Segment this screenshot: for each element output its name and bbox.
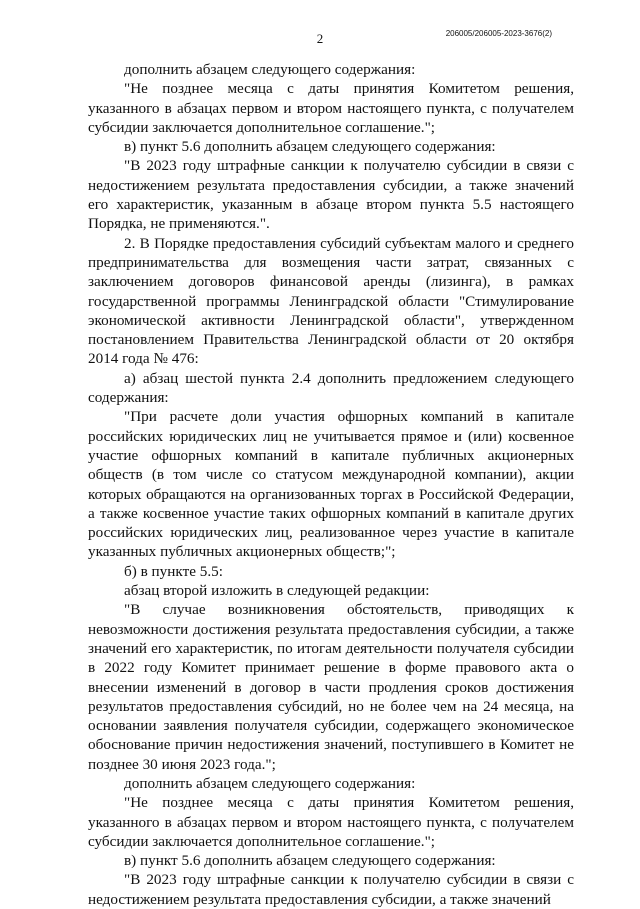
paragraph: дополнить абзацем следующего содержания: (124, 61, 416, 78)
paragraph: "Не позднее месяца с даты принятия Комитетом решения, указанного в абзацах первом и втором настоящего пункта, с получателем субсидии заключается дополнительное соглашение."; (88, 80, 574, 136)
paragraph: б) в пункте 5.5: (124, 562, 223, 580)
paragraph: дополнить абзацем следующего содержания: (124, 774, 416, 792)
document-body (88, 60, 574, 909)
paragraph: "В 2023 году штрафные санкции к получателю субсидии в связи с недостижением результата предоставления субсидии, а также значений его характеристик, указанным в абзаце втором пункта 5.5 настоящего Порядка, не применяются.". (88, 157, 574, 233)
paragraph: в) пункт 5.6 дополнить абзацем следующего содержания: (124, 138, 496, 156)
paragraph: "В 2023 году штрафные санкции к получателю субсидии в связи с недостижением результата предоставления субсидии, а также значений (88, 871, 574, 908)
paragraph: абзац второй изложить в следующей редакции: (124, 582, 430, 600)
paragraph: 2. В Порядке предоставления субсидий субъектам малого и среднего предпринимательства для возмещения части затрат, связанных с заключением договоров финансовой аренды (лизинга), в рамках государственной программы Ленинградской области "Стимулирование экономической активности Ленинградской области", утвержденном постановлением Правительства Ленинградской области от 20 октября 2014 года № 476: (88, 234, 574, 368)
paragraph: а) абзац шестой пункта 2.4 дополнить предложением следующего содержания: (88, 369, 574, 407)
paragraph: в) пункт 5.6 дополнить абзацем следующего содержания: (124, 852, 496, 870)
document-id: 206005/206005-2023-3676(2) (445, 29, 552, 38)
paragraph: "Не позднее месяца с даты принятия Комитетом решения, указанного в абзацах первом и втором настоящего пункта, с получателем субсидии заключается дополнительное соглашение."; (88, 794, 574, 850)
paragraph: "При расчете доли участия офшорных компаний в капитале российских юридических лиц не учитывается прямое и (или) косвенное участие офшорных компаний в капитале публичных акционерных обществ (в том числе со статусом международной компании), акции которых обращаются на организованных торгах в Российской Федерации, а также косвенное участие таких офшорных компаний в капитале других российских юридических лиц, реализованное через участие в капитале указанных публичных акционерных обществ;"; (88, 408, 574, 561)
page-number: 2 (316, 31, 324, 46)
paragraph: "В случае возникновения обстоятельств, приводящих к невозможности достижения результата предоставления субсидии, а также значений его характеристик, по итогам деятельности получателя субсидии в 2022 году Комитет принимает решение в форме правового акта о внесении изменений в договор в части продления сроков достижения результатов предоставления субсидий, но не более чем на 24 месяца, на основании заявления получателя субсидии, содержащего экономическое обоснование причин недостижения значений, поступившего в Комитет не позднее 30 июня 2023 года."; (88, 601, 574, 773)
